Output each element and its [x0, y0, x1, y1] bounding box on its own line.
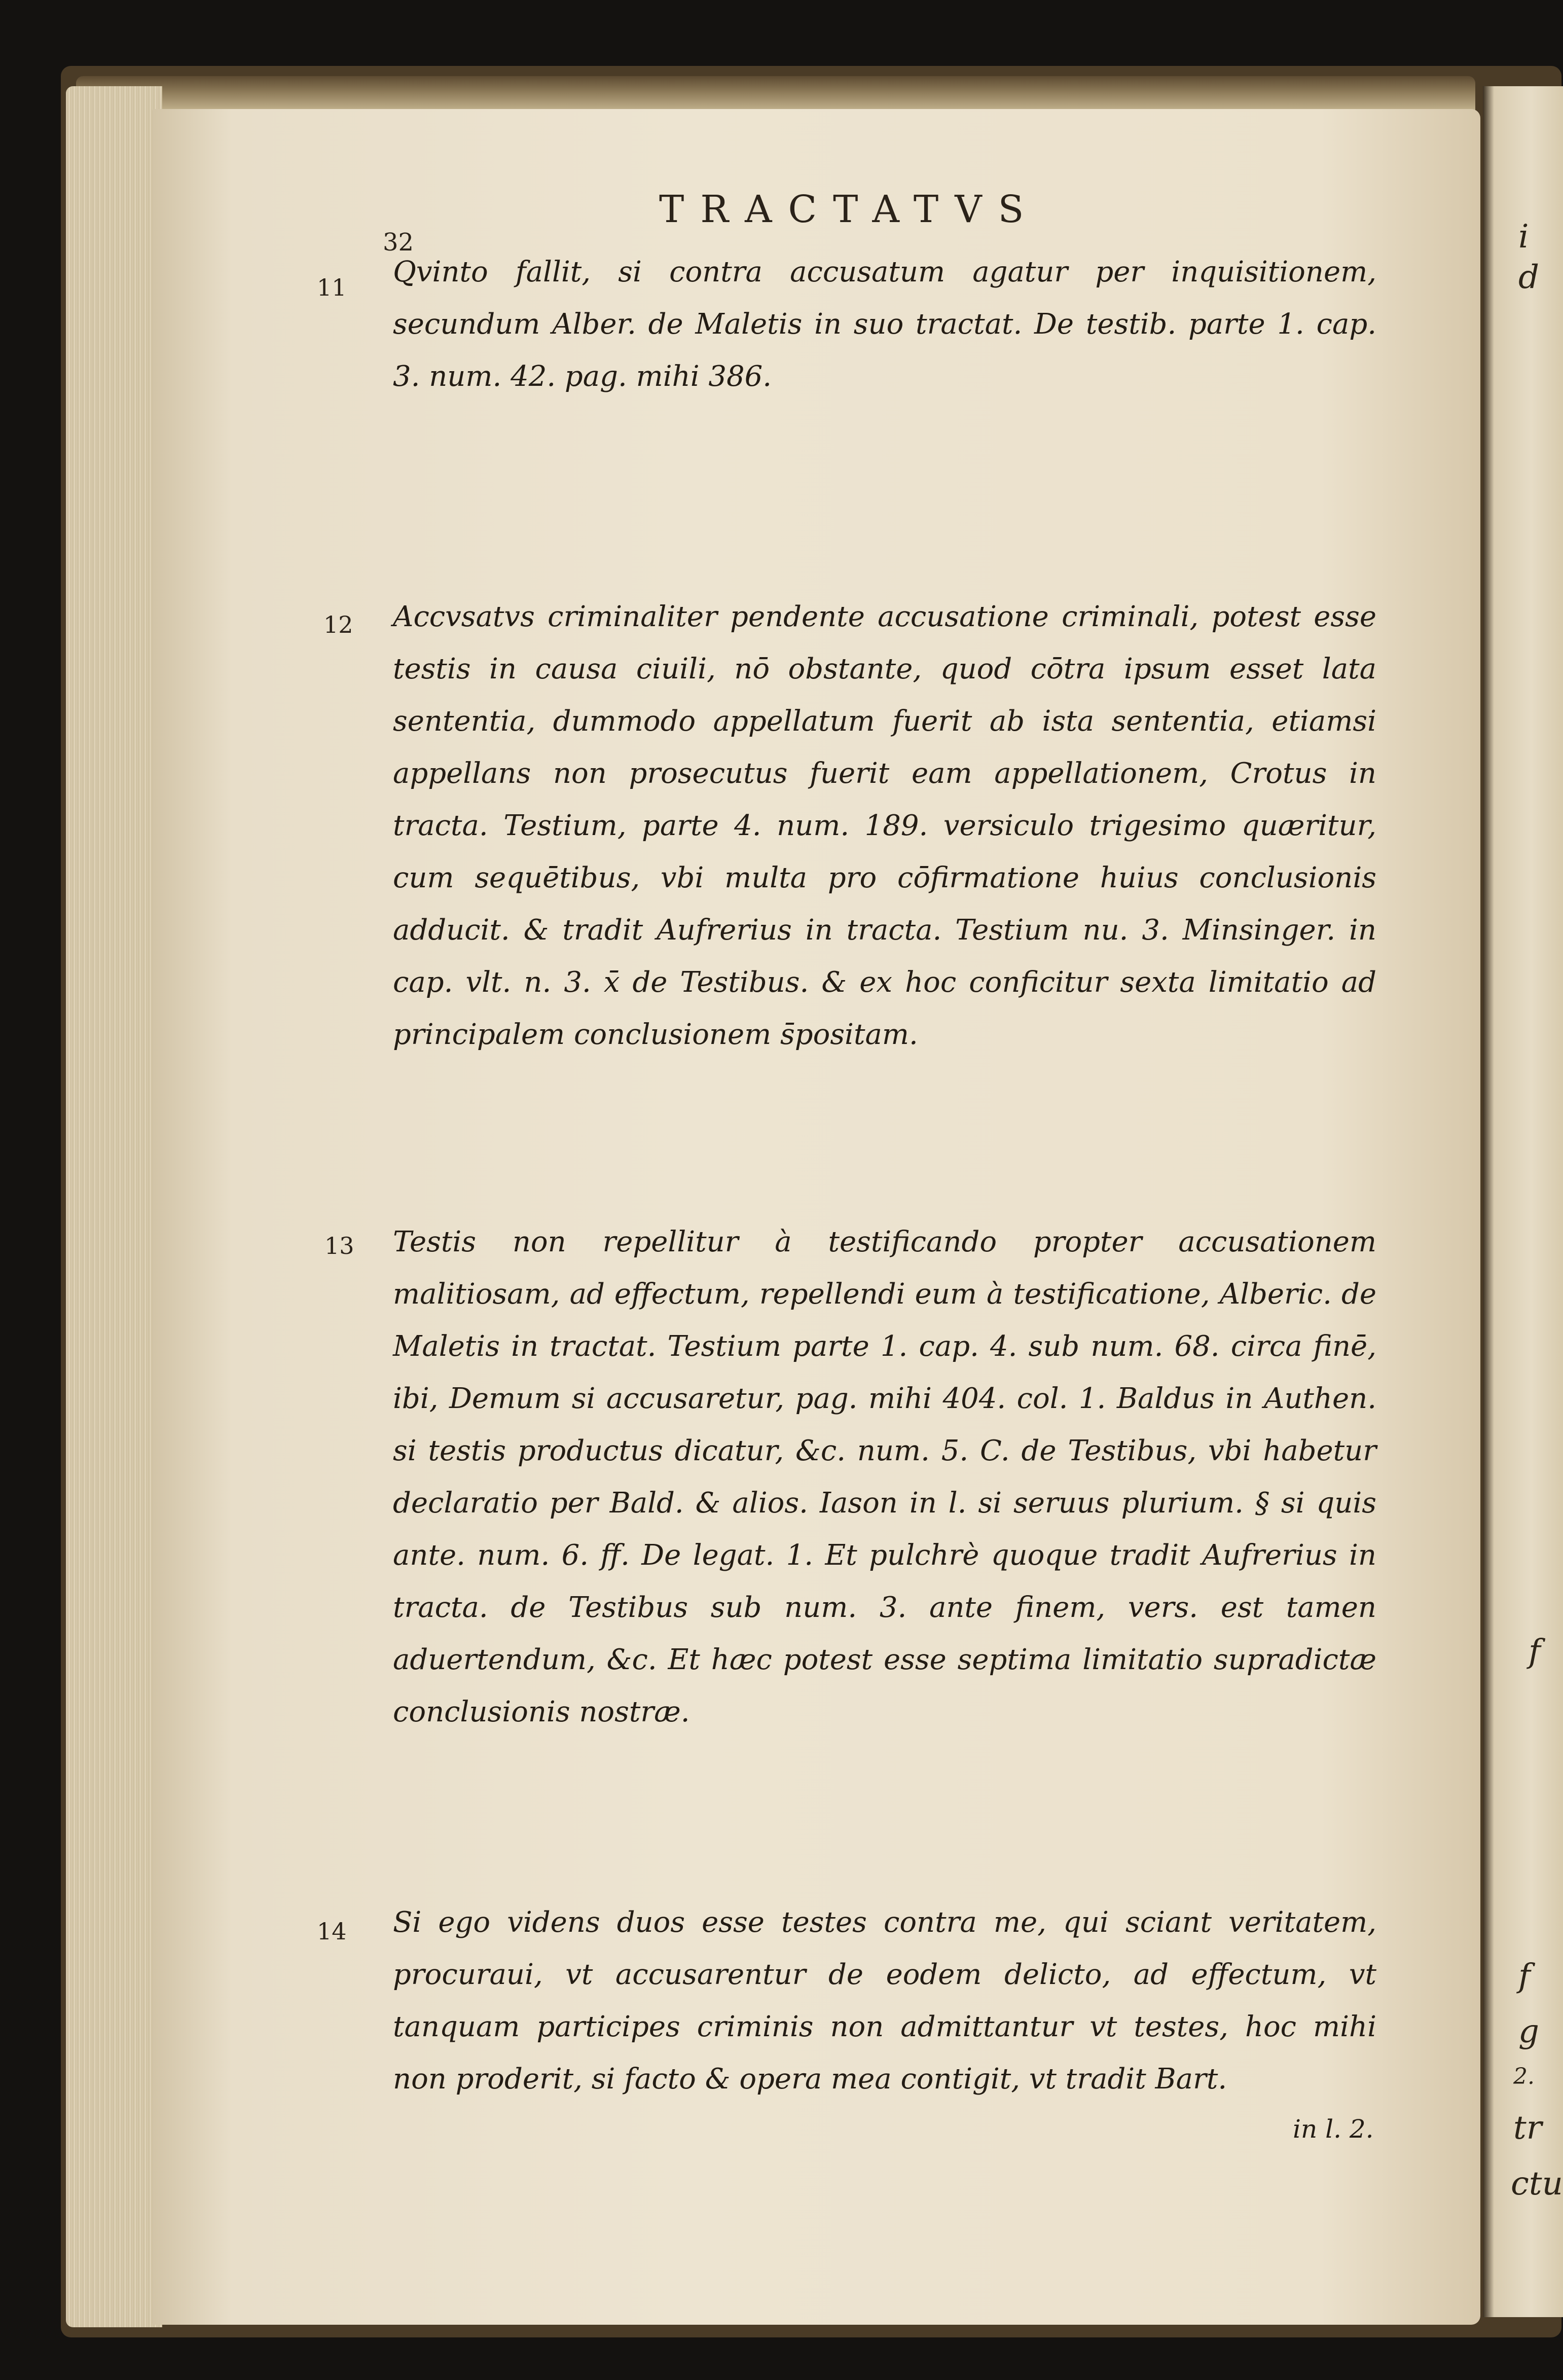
- facing-fragment: i: [1518, 218, 1529, 256]
- paragraph: Si ego videns duos esse testes contra me, qui sciant veritatem, procuraui, vt accusarentur de eodem delicto, ad effectum, vt tanquam participes criminis non admittantur vt testes, hoc mihi non proderit, si facto & opera mea contigit, vt tradit Bart.: [393, 1906, 1376, 2096]
- facing-fragment: ctu: [1511, 2165, 1563, 2203]
- facing-fragment: g: [1518, 2013, 1539, 2050]
- page-top-edge: [76, 76, 1475, 112]
- facing-fragment: 2.: [1513, 2064, 1535, 2089]
- page-stack-edge: [66, 86, 162, 2327]
- paragraph: Testis non repellitur à testificando propter accusationem malitiosam, ad effectum, repellendi eum à testificatione, Alberic. de Maletis in tractat. Testium parte 1. cap. 4. sub num. 68. circa finē, ibi, Demum si accusaretur, pag. mihi 404. col. 1. Baldus in Authen. si testis productus dicatur, &c. num. 5. C. de Testibus, vbi habetur declaratio per Bald. & alios. Iason in l. si seruus plurium. § si quis ante. num. 6. ff. De legat. 1. Et pulchrè quoque tradit Aufrerius in tracta. de Testibus sub num. 3. ante finem, vers. est tamen aduertendum, &c. Et hæc potest esse septima limitatio supradictæ conclusionis nostræ.: [393, 1225, 1376, 1728]
- margin-number: 14: [317, 1918, 347, 1945]
- margin-number: 13: [324, 1232, 354, 1259]
- margin-number: 12: [323, 611, 353, 638]
- facing-fragment: tr: [1513, 2109, 1542, 2147]
- facing-fragment: f: [1518, 1957, 1531, 1995]
- paragraph: Qvinto fallit, si contra accusatum agatur per inquisitionem, secundum Alber. de Maletis in suo tractat. De testib. parte 1. cap. 3. num. 42. pag. mihi 386.: [393, 256, 1376, 393]
- paragraph: Accvsatvs criminaliter pendente accusatione criminali, potest esse testis in causa ciuili, nō obstante, quod cōtra ipsum esset lata sententia, dummodo appellatum fuerit ab ista sententia, etiamsi appellans non prosecutus fuerit eam appellationem, Crotus in tracta. Testium, parte 4. num. 189. versiculo trigesimo quæritur, cum sequētibus, vbi multa pro cōfirmatione huius conclusionis adducit. & tradit Aufrerius in tracta. Testium nu. 3. Minsinger. in cap. vlt. n. 3. x̄ de Testibus. & ex hoc conficitur sexta limitatio ad principalem conclusionem s̄positam.: [393, 600, 1376, 1051]
- facing-fragment: f: [1529, 1633, 1541, 1670]
- page-number: 32: [383, 228, 414, 257]
- facing-fragment: d: [1518, 259, 1539, 296]
- margin-number: 11: [317, 274, 347, 301]
- running-title: TRACTATVS: [659, 188, 1040, 231]
- catchword: in l. 2.: [1293, 2114, 1374, 2144]
- facing-page-edge: [1483, 86, 1563, 2317]
